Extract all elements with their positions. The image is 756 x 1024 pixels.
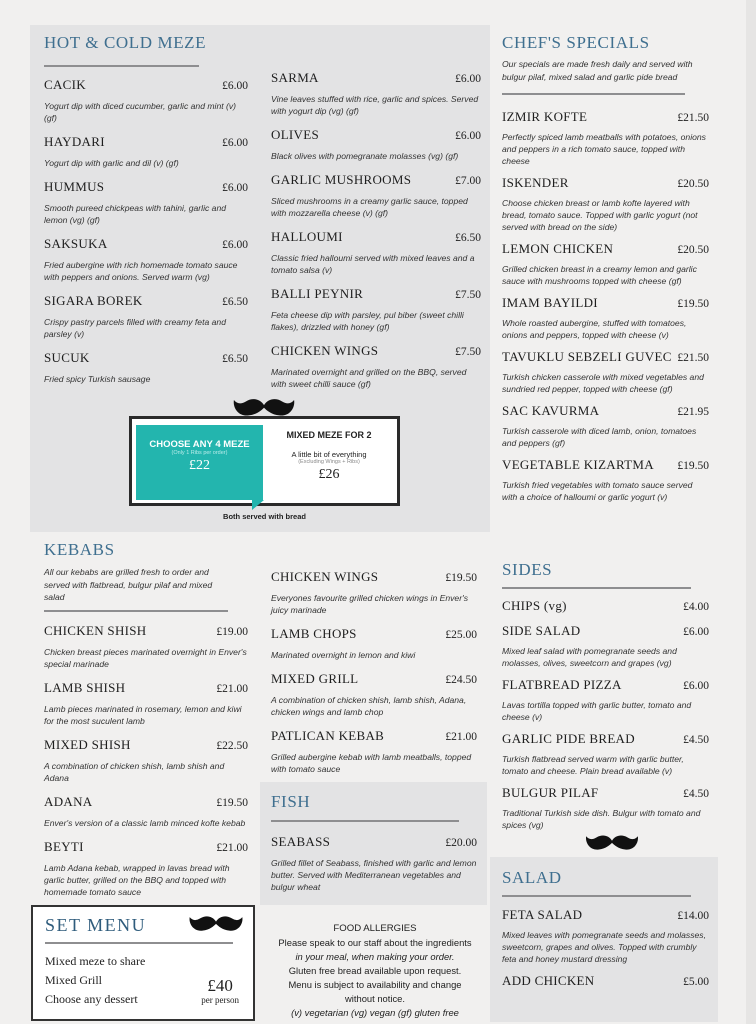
item-description: Turkish casserole with diced lamb, onion, tomatoes and peppers (gf) <box>502 426 697 448</box>
mixed-price: £26 <box>318 467 340 482</box>
kebabs-section <box>44 540 248 908</box>
item-header <box>271 834 477 851</box>
item-description: Black olives with pomegranate molasses (vg) (gf) <box>271 151 459 161</box>
menu-item <box>44 623 248 670</box>
divider <box>45 942 233 944</box>
item-description: Fried spicy Turkish sausage <box>44 374 151 384</box>
item-header <box>502 731 709 748</box>
item-price: £21.50 <box>677 112 709 124</box>
item-header <box>44 350 248 367</box>
item-price: £6.50 <box>455 232 481 244</box>
choose-note: (Only 1 Ribs per order) <box>171 450 228 456</box>
item-description: Lamb pieces marinated in rosemary, lemon and kiwi for the most suculent lamb <box>44 703 242 726</box>
item-name: SAKSUKA <box>44 236 108 251</box>
item-price: £7.50 <box>455 346 481 358</box>
item-header <box>271 172 481 189</box>
item-header <box>502 457 709 474</box>
choose-title: CHOOSE ANY 4 MEZE <box>149 439 250 450</box>
set-menu-line: Mixed meze to share <box>45 954 146 968</box>
item-price: £6.00 <box>683 626 709 638</box>
divider <box>271 820 459 822</box>
mixed-title: MIXED MEZE FOR 2 <box>286 430 372 440</box>
item-description: Classic fried halloumi served with mixed leaves and a tomato salsa (v) <box>271 253 475 275</box>
item-name: SUCUK <box>44 350 90 365</box>
item-price: £5.00 <box>683 976 709 988</box>
mustache-icon <box>232 396 296 422</box>
menu-item <box>271 626 477 661</box>
item-price: £6.00 <box>222 239 248 251</box>
item-price: £25.00 <box>445 629 477 641</box>
item-header <box>502 241 709 258</box>
item-header <box>502 109 709 126</box>
promo-footer: Both served with bread <box>223 512 306 521</box>
item-description: Lamb Adana kebab, wrapped in lavas bread with garlic butter, grilled on the BBQ and topped with homemade tomato sauce <box>44 862 230 897</box>
item-name: PATLICAN KEBAB <box>271 728 385 743</box>
item-header <box>271 671 477 688</box>
item-description: A combination of chicken shish, lamb shish, Adana, chicken wings and lamb chop <box>271 695 467 717</box>
allergies-line: Menu is subject to availability and change <box>288 979 462 990</box>
item-name: OLIVES <box>271 127 320 142</box>
mustache-icon <box>584 833 640 855</box>
item-header <box>502 785 709 802</box>
allergies-line: without notice. <box>345 993 405 1004</box>
item-price: £6.00 <box>683 680 709 692</box>
item-description: Turkish fried vegetables with tomato sauce served with a choice of halloumi or garlic yogurt (v) <box>502 480 693 502</box>
item-header <box>502 403 709 420</box>
item-description: Feta cheese dip with parsley, pul biber (sweet chilli flakes), drizzled with honey (gf) <box>271 310 464 332</box>
item-header <box>502 677 709 694</box>
set-menu-line: Choose any dessert <box>45 992 138 1006</box>
kebabs-title: KEBABS <box>44 540 115 559</box>
item-name: ADD CHICKEN <box>502 973 595 988</box>
item-price: £20.50 <box>677 244 709 256</box>
item-header <box>271 728 477 745</box>
salad-section <box>502 868 709 998</box>
menu-item <box>44 134 248 169</box>
item-name: GARLIC PIDE BREAD <box>502 731 635 746</box>
menu-item <box>44 680 248 727</box>
item-name: CACIK <box>44 77 86 92</box>
item-header <box>44 236 248 253</box>
specials-intro: Our specials are made fresh daily and served with bulgur pilaf, mixed salad and garlic pide bread <box>502 59 693 82</box>
item-price: £21.00 <box>216 841 248 854</box>
item-header <box>44 737 248 754</box>
item-header <box>271 569 477 586</box>
item-description: Vine leaves stuffed with rice, garlic and spices. Served with yogurt dip (vg) (gf) <box>271 94 479 116</box>
choose-price: £22 <box>189 458 210 473</box>
allergies-line: (v) vegetarian (vg) vegan (gf) gluten free <box>291 1007 459 1018</box>
item-price: £4.50 <box>683 734 709 746</box>
item-name: TAVUKLU SEBZELI GUVEC <box>502 349 672 364</box>
item-name: BULGUR PILAF <box>502 785 599 800</box>
item-header <box>502 175 709 192</box>
item-name: GARLIC MUSHROOMS <box>271 172 412 187</box>
menu-item <box>44 350 248 385</box>
item-description: Crispy pastry parcels filled with creamy feta and parsley (v) <box>44 317 226 339</box>
item-name: FLATBREAD PIZZA <box>502 677 622 692</box>
menu-item <box>502 403 709 449</box>
item-price: £4.00 <box>683 601 709 613</box>
item-price: £20.00 <box>445 837 477 849</box>
menu-item <box>502 907 709 965</box>
kebabs-right-list <box>271 569 477 785</box>
menu-item <box>271 172 481 219</box>
meze-section <box>44 33 248 395</box>
fish-title: FISH <box>271 792 311 811</box>
item-name: LAMB SHISH <box>44 679 126 695</box>
item-price: £20.50 <box>677 178 709 190</box>
allergies-line: in your meal, when making your order. <box>295 951 455 962</box>
item-price: £6.00 <box>222 80 248 92</box>
menu-item <box>44 179 248 226</box>
speech-tail <box>252 500 264 510</box>
item-description: Whole roasted aubergine, stuffed with tomatoes, onions and peppers, topped with cheese (v) <box>502 318 687 340</box>
menu-item <box>502 109 709 167</box>
item-description: Enver's version of a classic lamb minced kofte kebab <box>44 817 246 828</box>
item-description: Grilled chicken breast in a creamy lemon and garlic sauce with mushrooms topped with cheese (gf) <box>502 264 697 286</box>
menu-item <box>44 293 248 340</box>
item-price: £24.50 <box>445 674 477 686</box>
item-description: Mixed leaves with pomegranate seeds and molasses, sweetcorn, grapes and olives. Topped with crumbly feta and honey mustard dressing <box>502 930 706 964</box>
sides-list <box>502 598 709 831</box>
menu-item <box>502 295 709 341</box>
menu-item <box>271 569 477 616</box>
fish-list <box>271 834 477 893</box>
fish-section <box>271 792 477 903</box>
item-description: Grilled fillet of Seabass, finished with garlic and lemon butter. Served with Mediterranean vegetables and bulgur wheat <box>271 858 477 892</box>
item-description: Yogurt dip with diced cucumber, garlic and mint (v) (gf) <box>44 101 237 123</box>
sides-title: SIDES <box>502 560 553 579</box>
item-name: BALLI PEYNIR <box>271 286 364 301</box>
item-description: Perfectly spiced lamb meatballs with potatoes, onions and peppers in a rich tomato sauce, topped with cheese <box>502 132 706 166</box>
item-name: IMAM BAYILDI <box>502 295 598 310</box>
item-header <box>271 343 481 360</box>
specials-section <box>502 33 709 511</box>
item-header <box>502 349 709 366</box>
item-price: £4.50 <box>683 788 709 800</box>
menu-item <box>271 229 481 276</box>
divider <box>502 587 691 589</box>
item-header <box>44 839 248 856</box>
meze-right-list <box>271 70 481 400</box>
item-price: £7.50 <box>455 289 481 301</box>
meze-left-list <box>44 77 248 385</box>
menu-item <box>44 794 248 829</box>
menu-item <box>271 728 477 775</box>
meze-promo-box <box>129 416 400 506</box>
meze-title: HOT & COLD MEZE <box>44 33 207 52</box>
item-price: £21.00 <box>216 682 248 695</box>
item-header <box>271 626 477 643</box>
item-name: CHIPS (vg) <box>502 598 567 613</box>
item-header <box>271 229 481 246</box>
item-name: SEABASS <box>271 834 331 849</box>
allergies-note <box>262 922 488 1020</box>
item-header <box>271 70 481 87</box>
item-name: CHICKEN SHISH <box>44 622 147 638</box>
item-name: LEMON CHICKEN <box>502 241 614 256</box>
item-description: Traditional Turkish side dish. Bulgur with tomato and spices (vg) <box>502 808 701 830</box>
divider <box>44 65 199 67</box>
set-menu-price-unit: per person <box>201 995 239 1005</box>
item-price: £19.50 <box>445 572 477 584</box>
set-menu-line: Mixed Grill <box>45 973 102 987</box>
item-price: £6.50 <box>222 353 248 365</box>
item-header <box>502 973 709 990</box>
item-name: FETA SALAD <box>502 907 583 922</box>
item-name: ISKENDER <box>502 175 569 190</box>
menu-item <box>271 286 481 333</box>
item-description: Mixed leaf salad with pomegranate seeds and molasses, olives, sweetcorn and grapes (vg) <box>502 646 677 668</box>
menu-item <box>502 731 709 777</box>
item-header <box>44 179 248 196</box>
salad-list <box>502 907 709 990</box>
item-header <box>502 623 709 640</box>
menu-item <box>502 785 709 831</box>
item-name: ADANA <box>44 793 93 809</box>
item-header <box>44 794 248 811</box>
item-price: £6.00 <box>222 182 248 194</box>
item-price: £19.50 <box>677 298 709 310</box>
item-description: Choose chicken breast or lamb kofte layered with bread, tomato sauce. Topped with garlic yogurt (not served with bread on the side) <box>502 198 698 232</box>
menu-item <box>502 598 709 615</box>
item-header <box>271 286 481 303</box>
allergies-line: Please speak to our staff about the ingredients <box>278 937 472 948</box>
item-description: Sliced mushrooms in a creamy garlic sauce, topped with mozzarella cheese (v) (gf) <box>271 196 468 218</box>
item-description: Turkish chicken casserole with mixed vegetables and sundried red pepper, topped with cheese (gf) <box>502 372 704 394</box>
specials-title: CHEF'S SPECIALS <box>502 33 650 52</box>
item-price: £6.00 <box>455 130 481 142</box>
menu-item <box>502 349 709 395</box>
item-header <box>502 295 709 312</box>
menu-item <box>44 737 248 784</box>
menu-item <box>271 671 477 718</box>
item-name: MIXED SHISH <box>44 736 131 752</box>
item-header <box>44 293 248 310</box>
item-price: £14.00 <box>677 910 709 922</box>
item-description: Marinated overnight and grilled on the BBQ, served with sweet chilli sauce (gf) <box>271 367 467 389</box>
item-description: Marinated overnight in lemon and kiwi <box>271 650 416 660</box>
salad-title: SALAD <box>502 868 562 887</box>
item-price: £6.00 <box>455 73 481 85</box>
menu-item <box>502 973 709 990</box>
item-description: Smooth pureed chickpeas with tahini, garlic and lemon (vg) (gf) <box>44 203 227 225</box>
menu-item <box>502 677 709 723</box>
item-description: Grilled aubergine kebab with lamb meatballs, topped with tomato sauce <box>271 752 472 774</box>
item-header <box>44 623 248 640</box>
menu-item <box>271 343 481 390</box>
menu-item <box>502 241 709 287</box>
item-price: £21.95 <box>677 406 709 418</box>
item-price: £6.00 <box>222 137 248 149</box>
set-menu-price <box>201 977 239 1005</box>
item-description: Yogurt dip with garlic and dil (v) (gf) <box>44 158 179 168</box>
item-header <box>44 77 248 94</box>
item-name: LAMB CHOPS <box>271 626 357 641</box>
mixed-note: (Excluding Wings + Ribs) <box>298 459 360 465</box>
menu-item <box>44 839 248 898</box>
item-name: CHICKEN WINGS <box>271 343 379 358</box>
menu-item <box>502 623 709 669</box>
specials-list <box>502 109 709 503</box>
item-name: HALLOUMI <box>271 229 343 244</box>
item-name: SIGARA BOREK <box>44 293 143 308</box>
kebabs-intro: All our kebabs are grilled fresh to order and served with flatbread, bulgur pilaf and mixed salad <box>44 567 213 602</box>
mixed-desc: A little bit of everything <box>291 450 367 459</box>
item-header <box>271 127 481 144</box>
menu-item <box>271 834 477 893</box>
item-description: A combination of chicken shish, lamb shish and Adana <box>44 760 225 783</box>
page-edge <box>746 0 756 1024</box>
item-name: BEYTI <box>44 838 84 854</box>
item-price: £19.50 <box>677 460 709 472</box>
item-header <box>502 598 709 615</box>
menu-item <box>271 127 481 162</box>
item-description: Chicken breast pieces marinated overnight in Enver's special marinade <box>44 646 247 669</box>
menu-item <box>271 70 481 117</box>
item-name: MIXED GRILL <box>271 671 359 686</box>
item-header <box>44 680 248 697</box>
set-menu-title: SET MENU <box>45 915 147 935</box>
kebabs-left-list <box>44 623 248 898</box>
item-name: SARMA <box>271 70 319 85</box>
menu-item <box>502 457 709 503</box>
set-menu-box <box>31 905 255 1021</box>
allergies-title: FOOD ALLERGIES <box>333 923 417 934</box>
item-price: £6.50 <box>222 296 248 308</box>
item-description: Lavas tortilla topped with garlic butter, tomato and cheese (v) <box>502 700 692 722</box>
set-menu-price-value: £40 <box>207 976 233 995</box>
item-name: IZMIR KOFTE <box>502 109 588 124</box>
item-header <box>44 134 248 151</box>
item-name: VEGETABLE KIZARTMA <box>502 457 654 472</box>
item-name: HUMMUS <box>44 179 105 194</box>
divider <box>502 895 691 897</box>
sides-section <box>502 560 709 839</box>
item-name: SAC KAVURMA <box>502 403 600 418</box>
choose-any-4-meze-box <box>136 425 263 500</box>
item-price: £7.00 <box>455 175 481 187</box>
divider <box>44 610 228 612</box>
mustache-icon <box>188 913 244 937</box>
item-description: Everyones favourite grilled chicken wings in Enver's juicy marinade <box>271 593 469 615</box>
menu-item <box>44 77 248 124</box>
item-price: £21.50 <box>677 352 709 364</box>
item-description: Turkish flatbread served warm with garlic butter, tomato and cheese. Plain bread available (v) <box>502 754 684 776</box>
item-description: Fried aubergine with rich homemade tomato sauce with peppers and onions. Served warm (vg) <box>44 260 238 282</box>
item-price: £21.00 <box>445 731 477 743</box>
item-header <box>502 907 709 924</box>
item-price: £19.50 <box>216 796 248 809</box>
item-name: HAYDARI <box>44 134 105 149</box>
menu-item <box>502 175 709 233</box>
item-price: £22.50 <box>216 739 248 752</box>
item-name: CHICKEN WINGS <box>271 569 379 584</box>
item-name: SIDE SALAD <box>502 623 581 638</box>
mixed-meze-box <box>265 425 393 500</box>
menu-item <box>44 236 248 283</box>
allergies-line: Gluten free bread available upon request. <box>288 965 462 976</box>
item-price: £19.00 <box>216 625 248 638</box>
divider <box>502 93 685 95</box>
